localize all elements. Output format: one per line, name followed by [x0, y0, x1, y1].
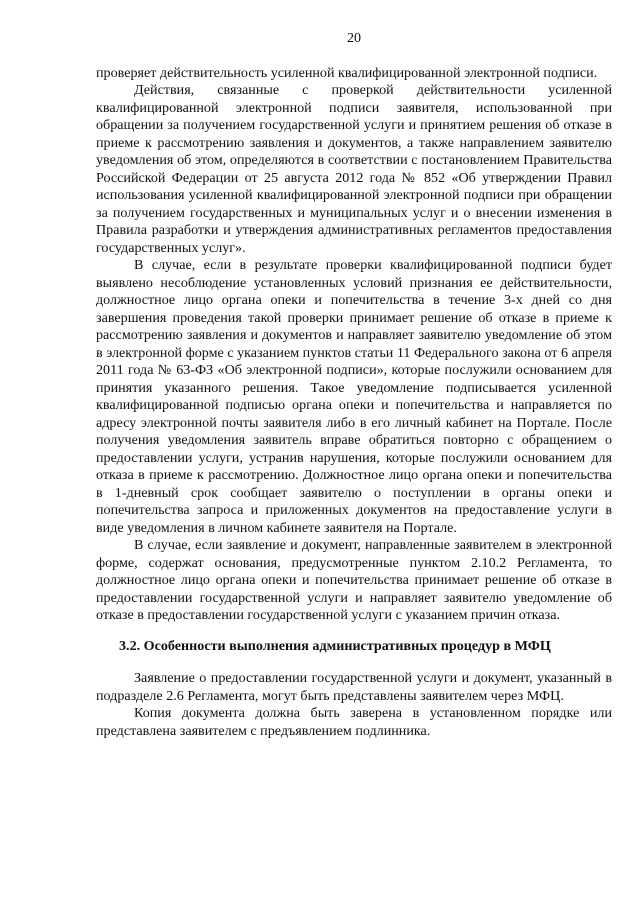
paragraph-signature-failure: В случае, если в результате проверки квалифицированной подписи будет выявлено несоблюдение установленных условий признания ее действительности, должностное лицо органа опеки и попечительства в течение 3-х дней со дня завершения проведения такой проверки принимает решение об отказе в приеме к рассмотрению заявления и документов и направляет заявителю уведомление об этом в электронной форме с указанием пунктов статьи 11 Федерального закона от 6 апреля 2011 года № 63-ФЗ «Об электронной подписи», которые послужили основанием для принятия указанного решения. Такое уведомление подписывается усиленной квалифицированной подписью органа опеки и попечительства и направляется по адресу электронной почты заявителя либо в его личный кабинет на Портале. После получения уведомления заявитель вправе обратиться повторно с обращением о предоставлении услуги, устранив нарушения, которые послужили основанием для отказа в приеме к рассмотрению. Должностное лицо органа опеки и попечительства в 1-дневный срок сообщает заявителю о поступлении в органы опеки и попечительства запроса и приложенных документов на предоставление услуги в виде уведомления в личном кабинете заявителя на Портале.	[96, 257, 612, 536]
page-number: 20	[346, 30, 362, 46]
paragraph-copy-certification: Копия документа должна быть заверена в установленном порядке или представлена заявителем с предъявлением подлинника.	[96, 705, 612, 739]
paragraph-mfc-application: Заявление о предоставлении государственной услуги и документ, указанный в подразделе 2.6 Регламента, могут быть представлены заявителем через МФЦ.	[96, 670, 612, 704]
paragraph-signature-check-end: проверяет действительность усиленной квалифицированной электронной подписи.	[96, 64, 598, 81]
paragraph-verification-actions: Действия, связанные с проверкой действительности усиленной квалифицированной электронной подписи заявителя, использованной при обращении за получением государственной услуги и принятием решения об отказе в приеме к рассмотрению заявления и документов, а также направлением заявителю уведомления об этом, определяются в соответствии с постановлением Правительства Российской Федерации от 25 августа 2012 года № 852 «Об утверждении Правил использования усиленной квалифицированной электронной подписи при обращении за получением государственных и муниципальных услуг и о внесении изменения в Правила разработки и утверждения административных регламентов предоставления государственных услуг».	[96, 82, 612, 256]
section-heading: 3.2. Особенности выполнения административных процедур в МФЦ	[119, 637, 551, 654]
paragraph-refusal-grounds: В случае, если заявление и документ, направленные заявителем в электронной форме, содержат основания, предусмотренные пунктом 2.10.2 Регламента, то должностное лицо органа опеки и попечительства принимает решение об отказе в предоставлении государственной услуги и направляет заявителю уведомление об отказе в предоставлении государственной услуги с указанием причин отказа.	[96, 537, 612, 623]
